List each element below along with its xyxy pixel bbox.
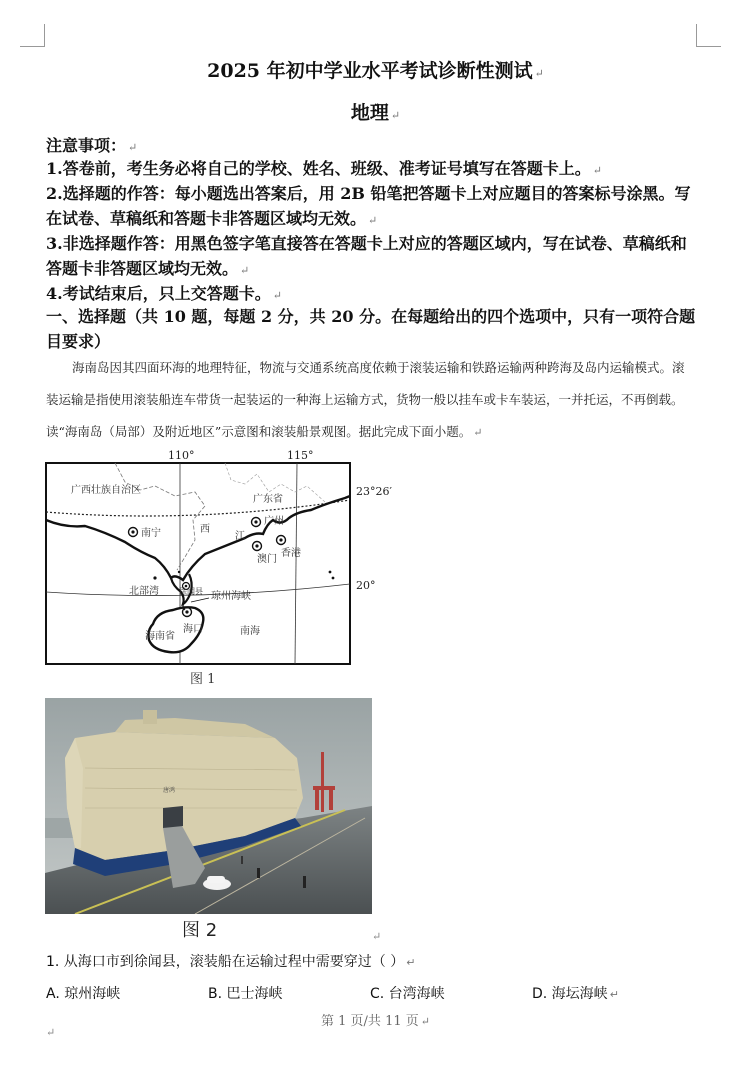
section-heading: 一、选择题（共 10 题，每题 2 分，共 20 分。在每题给出的四个选项中，只有一项符合题目要求） — [46, 307, 696, 351]
corner-mark-left — [20, 24, 45, 47]
label-guangzhou: 广州 — [264, 516, 284, 527]
label-nanhai: 南海 — [240, 626, 260, 637]
label-haikou: 海口 — [183, 624, 203, 635]
label-xuwen: 徐闻县 — [179, 587, 203, 596]
reading-passage: 海南岛因其四面环海的地理特征，物流与交通系统高度依赖于滚装运输和铁路运输两种跨海及岛内运输模式。滚装运输是指使用滚装船连车带货一起装运的一种海上运输方式，货物一般以挂车或卡车装运，一并托运，不再倒载。读“海南岛（局部）及附近地区”示意图和滚装船景观图。据此完成下面小题。 ↵ — [46, 360, 685, 439]
exam-subject: 地理 ↵ — [350, 102, 401, 124]
label-xi: 西 — [200, 524, 210, 535]
map-lon-115: 115° — [287, 449, 314, 462]
question-1-stem: 1. 从海口市到徐闻县，滚装船在运输过程中需要穿过（ ） ↵ — [46, 954, 416, 970]
notice-item-3: 3.非选择题作答：用黑色签字笔直接答在答题卡上对应的答题区域内，写在试卷、草稿纸和答题卡非答题区域均无效。 ↵ — [46, 234, 687, 278]
map-lon-110: 110° — [168, 449, 195, 462]
hainan-map — [45, 462, 351, 665]
question-1-option-b: B. 巴士海峡 — [208, 986, 283, 1002]
figure-2-caption: 图 2 — [182, 920, 218, 941]
page-footer: 第 1 页/共 11 页 ↵ — [321, 1014, 430, 1029]
label-beibu: 北部湾 — [129, 586, 159, 597]
label-guangdong: 广东省 — [253, 494, 283, 505]
notice-item-2: 2.选择题的作答：每小题选出答案后，用 2B 铅笔把答题卡上对应题目的答案标号涂黑。写在试卷、草稿纸和答题卡非答题区域均无效。 ↵ — [46, 184, 691, 228]
label-guangxi: 广西壮族自治区 — [71, 485, 141, 496]
end-mark: ↵ — [46, 1026, 56, 1039]
label-hongkong: 香港 — [281, 548, 301, 559]
question-1-option-a: A. 琼州海峡 — [46, 986, 121, 1002]
notice-item-4: 4.考试结束后，只上交答题卡。 ↵ — [46, 284, 282, 303]
roro-ship-photo — [45, 698, 372, 914]
label-macau: 澳门 — [257, 554, 277, 565]
label-jiang: 江 — [235, 531, 245, 542]
question-1-option-d: D. 海坛海峡 ↵ — [532, 986, 619, 1002]
label-qiongzhou: 琼州海峡 — [211, 591, 251, 602]
ship-name-label: 唐鸿 — [163, 787, 176, 794]
figure-1-caption: 图 1 — [190, 672, 216, 687]
map-lat-20: 20° — [356, 579, 376, 592]
label-hainan: 海南省 — [145, 631, 175, 642]
notice-item-1: 1.答卷前，考生务必将自己的学校、姓名、班级、准考证号填写在答题卡上。 ↵ — [46, 159, 602, 178]
map-lat-tropic: 23°26′ — [356, 485, 392, 498]
notice-heading: 注意事项： ↵ — [46, 136, 138, 155]
exam-title: 2025 年初中学业水平考试诊断性测试 ↵ — [207, 60, 544, 82]
return-mark: ↵ — [372, 930, 382, 943]
corner-mark-right — [696, 24, 721, 47]
label-nanning: 南宁 — [141, 528, 161, 539]
question-1-option-c: C. 台湾海峡 — [370, 986, 445, 1002]
